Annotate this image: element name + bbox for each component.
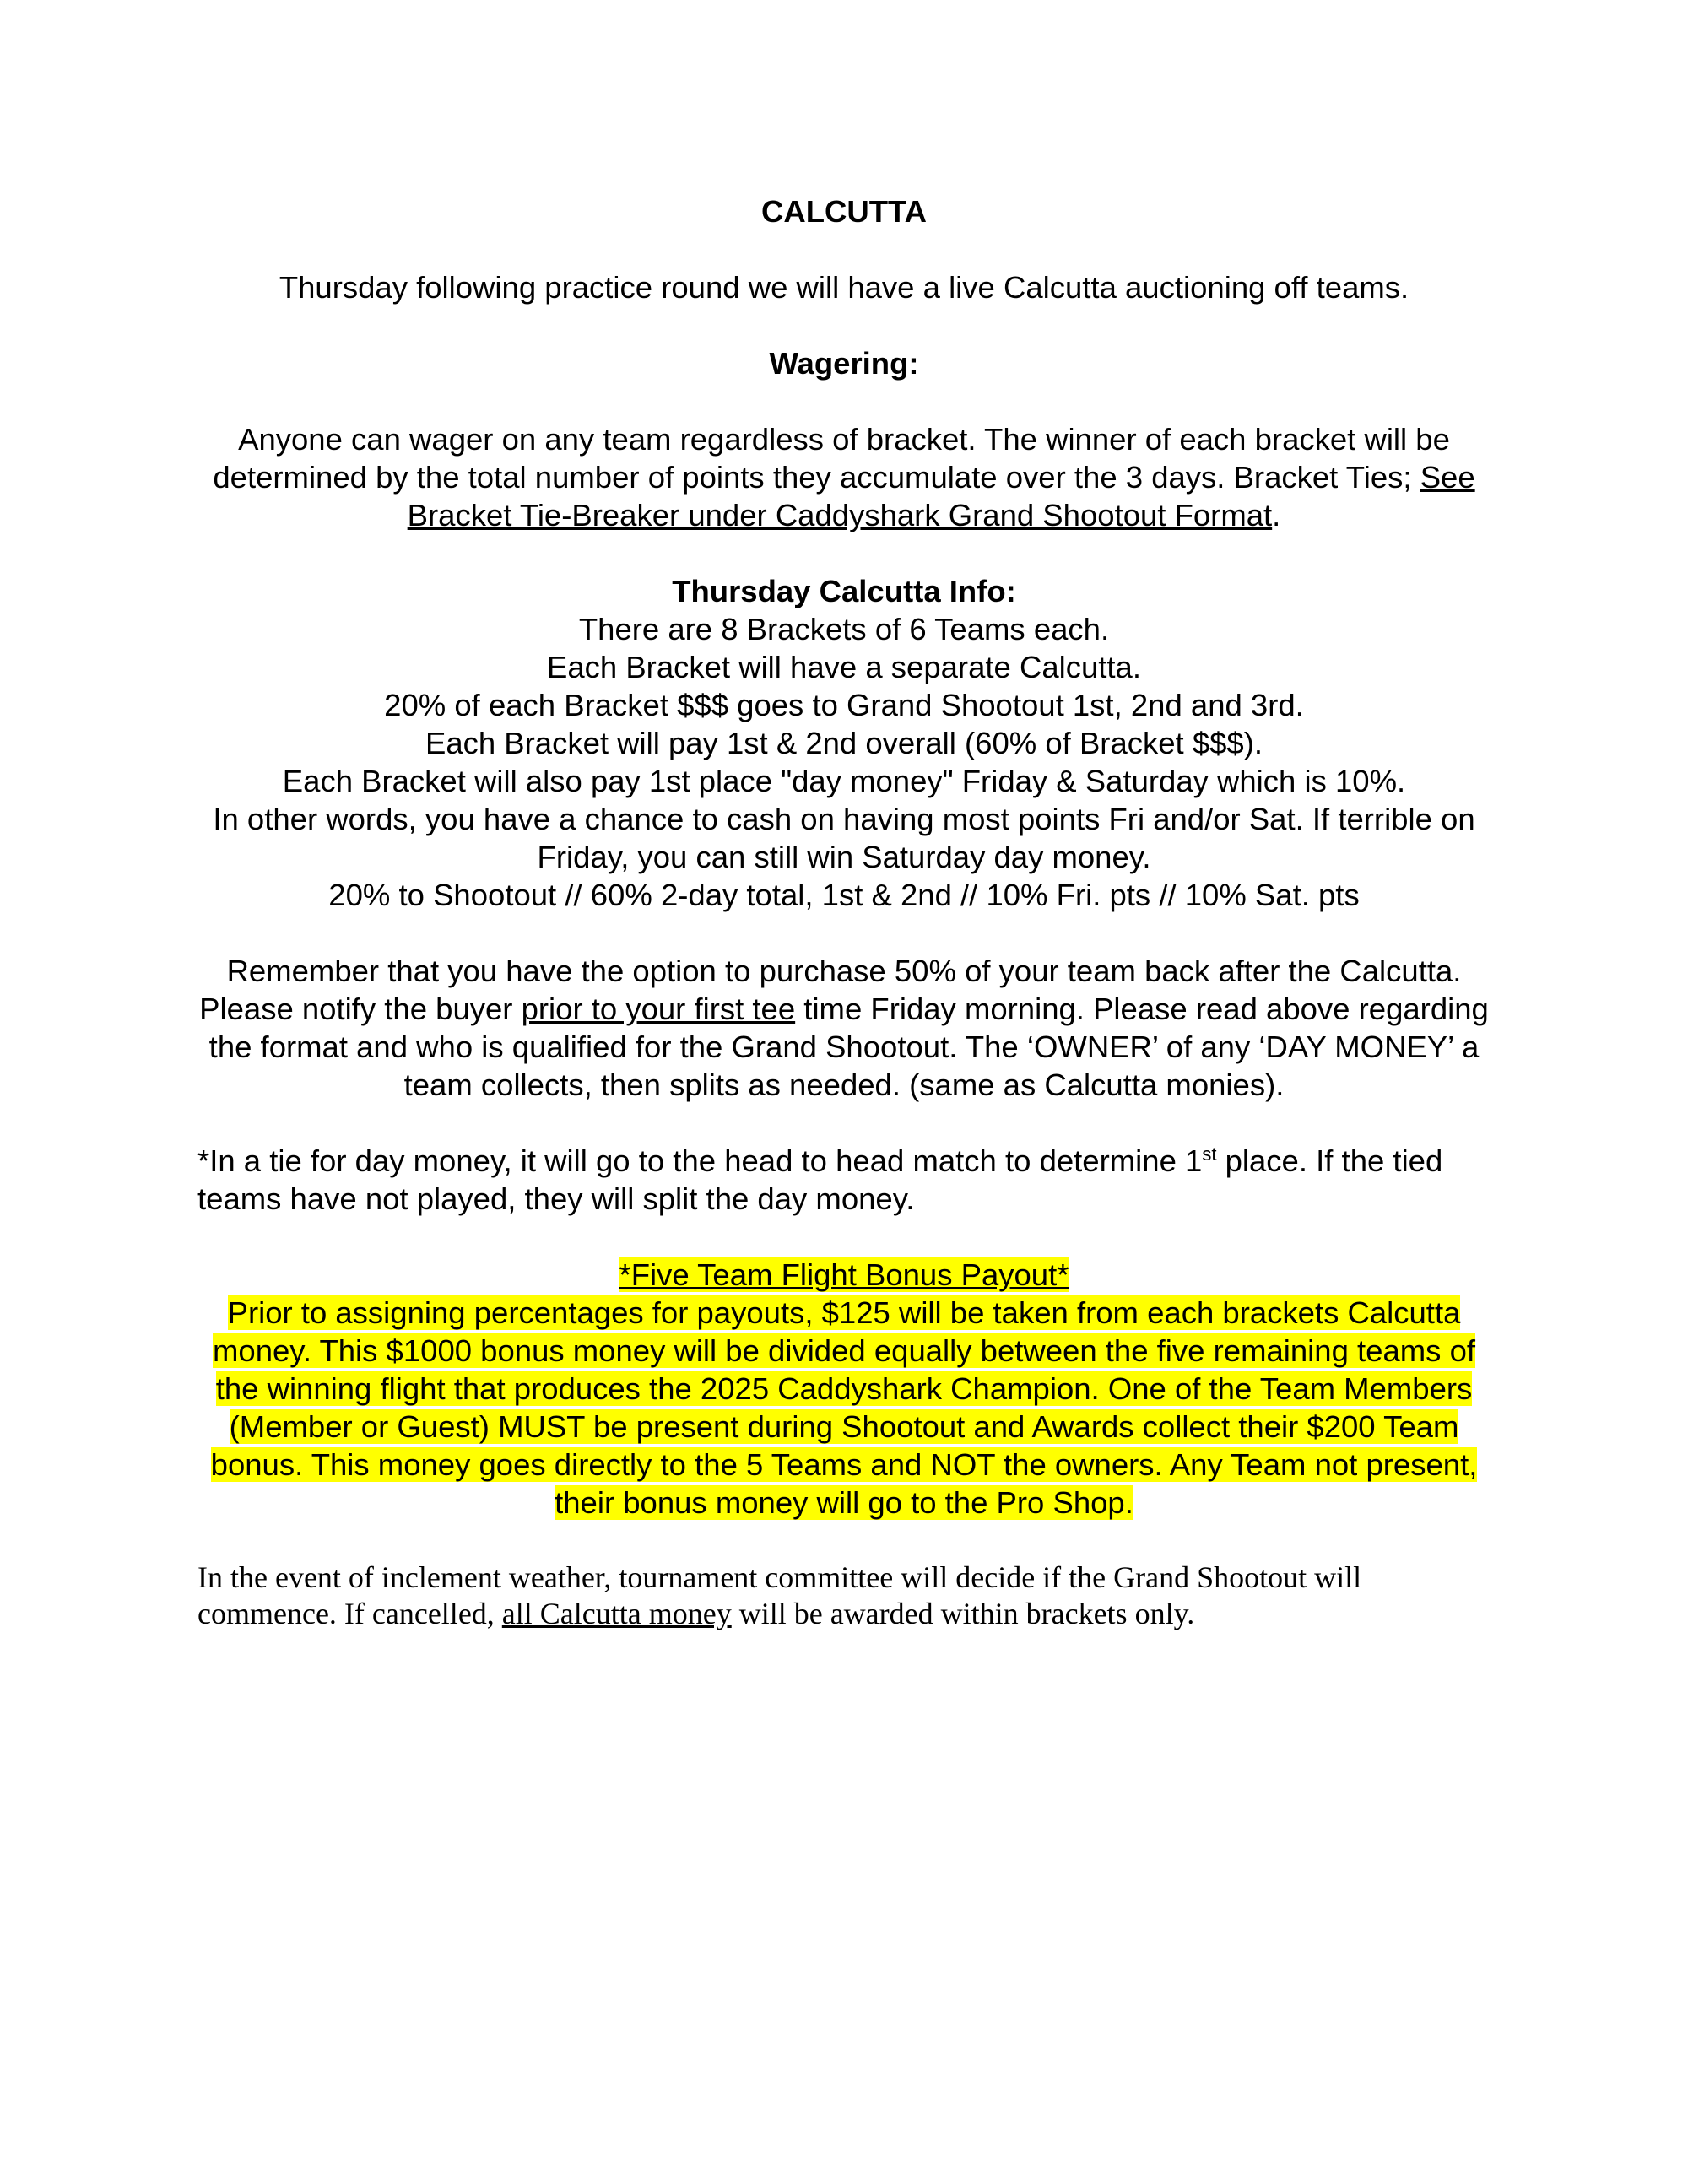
- weather-text-end: will be awarded within brackets only.: [731, 1597, 1195, 1630]
- thursday-info-line: Each Bracket will have a separate Calcutta.: [547, 650, 1141, 684]
- wagering-heading: Wagering:: [769, 346, 919, 381]
- wagering-text: Anyone can wager on any team regardless of bracket. The winner of each bracket will be determined by the total number of points they accumulate over the 3 days. Bracket Ties;: [213, 422, 1450, 495]
- tie-text: *In a tie for day money, it will go to the head to head match to determine 1: [197, 1143, 1203, 1178]
- bonus-paragraph: [197, 1294, 1491, 1522]
- page-title: CALCUTTA: [761, 194, 927, 229]
- buyback-text: Remember that you have the option to purchase 50% of your team back after the Calcutta. Please notify the buyer: [199, 954, 1462, 1026]
- weather-underlined: all Calcutta money: [501, 1597, 732, 1630]
- thursday-info-line: 20% to Shootout // 60% 2-day total, 1st & 2nd // 10% Fri. pts // 10% Sat. pts: [328, 878, 1360, 912]
- thursday-info-line: There are 8 Brackets of 6 Teams each.: [578, 612, 1110, 646]
- thursday-info-line: In other words, you have a chance to cash on having most points Fri and/or Sat. If terrible on Friday, you can still win Saturday day money.: [213, 802, 1475, 874]
- weather-paragraph: [197, 1560, 1491, 1632]
- intro-paragraph: Thursday following practice round we will have a live Calcutta auctioning off teams.: [279, 270, 1409, 305]
- thursday-info-line: 20% of each Bracket $$$ goes to Grand Shootout 1st, 2nd and 3rd.: [384, 688, 1304, 722]
- tie-breaker-reference: See Bracket Tie-Breaker under Caddyshark Grand Shootout Format: [407, 460, 1475, 532]
- buyback-text-end: time Friday morning. Please read above regarding the format and who is qualified for the Grand Shootout. The ‘OWNER’ of any ‘DAY MONEY’ a team collects, then splits as needed. (same as Calcutta monies).: [208, 992, 1489, 1102]
- buyback-paragraph: [197, 952, 1491, 1104]
- document-page: [197, 192, 1491, 1632]
- weather-text: In the event of inclement weather, tournament committee will decide if the Grand Shootout will commence. If cancelled,: [197, 1560, 1362, 1630]
- bonus-heading-line: [197, 1256, 1491, 1294]
- bonus-heading: *Five Team Flight Bonus Payout*: [619, 1257, 1069, 1292]
- tie-text-end: place. If the tied teams have not played, they will split the day money.: [197, 1143, 1443, 1216]
- thursday-info-heading: Thursday Calcutta Info:: [672, 574, 1016, 608]
- bonus-text: Prior to assigning percentages for payouts, $125 will be taken from each brackets Calcutta money. This $1000 bonus money will be divided equally between the five remaining teams of the winning flight that produces the 2025 Caddyshark Champion. One of the Team Members (Member or Guest) MUST be present during Shootout and Awards collect their $200 Team bonus. This money goes directly to the 5 Teams and NOT the owners. Any Team not present, their bonus money will go to the Pro Shop.: [210, 1295, 1478, 1520]
- buyback-deadline: prior to your first tee: [521, 992, 796, 1026]
- wagering-paragraph: [197, 420, 1491, 534]
- tie-superscript: st: [1202, 1143, 1217, 1165]
- tie-paragraph: [197, 1142, 1491, 1218]
- thursday-info-line: Each Bracket will also pay 1st place "day money" Friday & Saturday which is 10%.: [282, 764, 1406, 798]
- wagering-text-end: .: [1272, 498, 1281, 532]
- thursday-info-line: Each Bracket will pay 1st & 2nd overall (60% of Bracket $$$).: [425, 726, 1263, 760]
